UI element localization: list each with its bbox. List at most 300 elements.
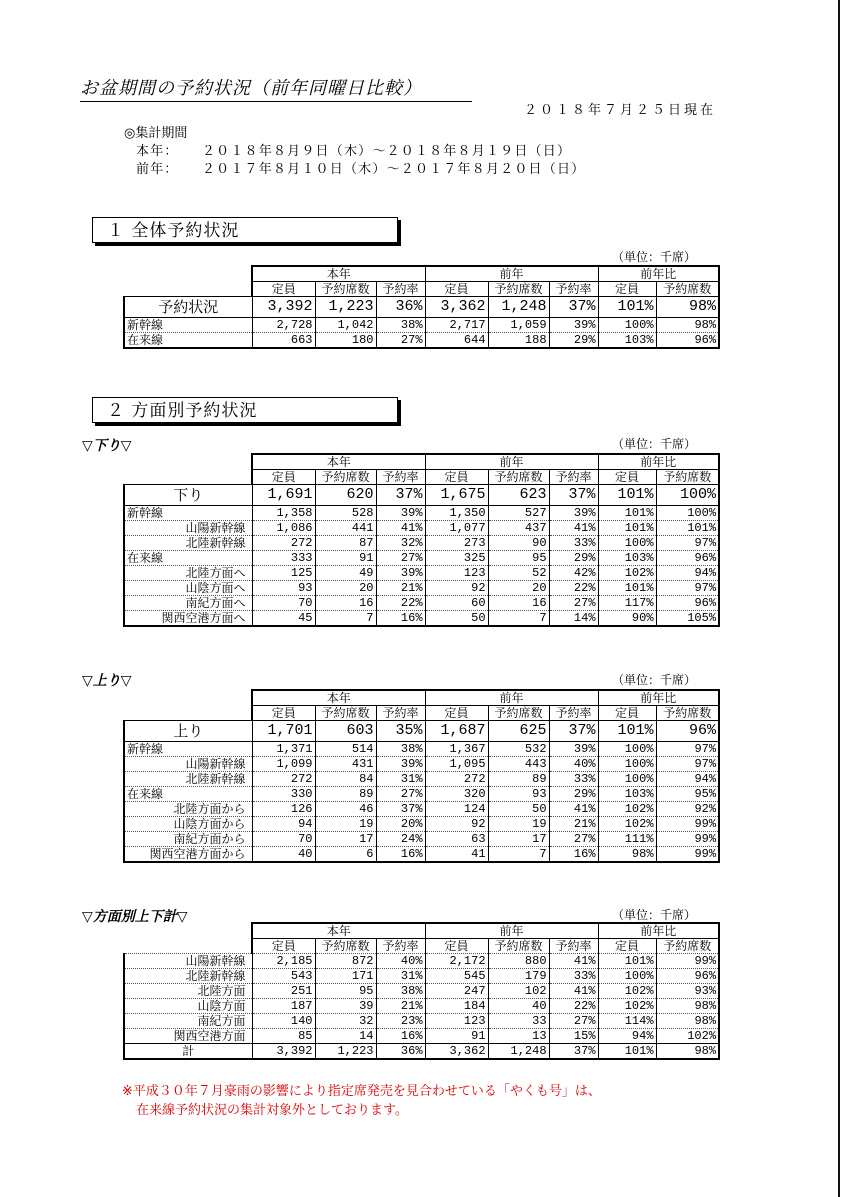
table-group-header <box>124 454 719 470</box>
group-last-year: 前年 <box>425 454 598 470</box>
footnote-line-2: 在来線予約状況の集計対象外としております。 <box>136 1103 408 1118</box>
cell-value: 31% <box>376 772 425 787</box>
cell-value: 1,675 <box>425 485 488 506</box>
cell-value: 90% <box>598 611 656 627</box>
table-row <box>124 485 719 506</box>
cell-value: 40% <box>549 757 598 772</box>
row-label: 在来線 <box>124 787 252 802</box>
cell-value: 20 <box>315 581 376 596</box>
cell-value: 1,099 <box>252 757 315 772</box>
col-reserved: 予約席数 <box>488 282 549 297</box>
cell-value: 171 <box>315 969 376 984</box>
cell-value: 33% <box>549 969 598 984</box>
cell-value: 187 <box>252 999 315 1014</box>
cell-value: 27% <box>376 551 425 566</box>
cell-value: 93% <box>656 984 719 999</box>
cell-value: 21% <box>376 581 425 596</box>
cell-value: 90 <box>488 536 549 551</box>
cell-value: 41% <box>549 984 598 999</box>
table-row <box>124 611 719 627</box>
cell-value: 100% <box>656 485 719 506</box>
row-label: 山陽新幹線 <box>124 954 252 969</box>
cell-value: 103% <box>598 551 656 566</box>
footnote <box>122 1082 601 1120</box>
cell-value: 102% <box>598 984 656 999</box>
cell-value: 42% <box>549 566 598 581</box>
col-rate: 予約率 <box>376 706 425 721</box>
row-label: 南紀方面から <box>124 832 252 847</box>
cell-value: 27% <box>549 832 598 847</box>
table-row <box>124 832 719 847</box>
cell-value: 39% <box>376 566 425 581</box>
cell-value: 70 <box>252 832 315 847</box>
cell-value: 99% <box>656 817 719 832</box>
cell-value: 101% <box>598 954 656 969</box>
cell-value: 40 <box>488 999 549 1014</box>
col-capacity: 定員 <box>425 939 488 954</box>
row-label: 関西空港方面へ <box>124 611 252 627</box>
row-label: 北陸方面へ <box>124 566 252 581</box>
cell-value: 17 <box>488 832 549 847</box>
col-capacity: 定員 <box>598 706 656 721</box>
cell-value: 103% <box>598 787 656 802</box>
cell-value: 31% <box>376 969 425 984</box>
table-row <box>124 721 719 742</box>
cell-value: 94 <box>252 817 315 832</box>
row-label: 山陽新幹線 <box>124 521 252 536</box>
cell-value: 45 <box>252 611 315 627</box>
cell-value: 184 <box>425 999 488 1014</box>
cell-value: 95 <box>315 984 376 999</box>
cell-value: 32% <box>376 536 425 551</box>
col-capacity: 定員 <box>252 282 315 297</box>
cell-value: 100% <box>656 506 719 521</box>
period-this-year-label: 本年： <box>136 144 179 159</box>
up-table <box>123 689 720 863</box>
cell-value: 101% <box>598 581 656 596</box>
col-capacity: 定員 <box>425 706 488 721</box>
col-reserved: 予約席数 <box>315 470 376 485</box>
col-reserved: 予約席数 <box>656 939 719 954</box>
cell-value: 272 <box>425 772 488 787</box>
cell-value: 441 <box>315 521 376 536</box>
cell-value: 101% <box>598 721 656 742</box>
table-row <box>124 506 719 521</box>
cell-value: 41 <box>425 847 488 863</box>
cell-value: 514 <box>315 742 376 757</box>
col-capacity: 定員 <box>425 470 488 485</box>
cell-value: 14 <box>315 1029 376 1044</box>
cell-value: 37% <box>549 297 598 318</box>
cell-value: 330 <box>252 787 315 802</box>
cell-value: 91 <box>425 1029 488 1044</box>
cell-value: 41% <box>549 802 598 817</box>
row-label: 計 <box>124 1044 252 1060</box>
section-overall-heading: １ 全体予約状況 <box>92 217 398 243</box>
cell-value: 140 <box>252 1014 315 1029</box>
col-capacity: 定員 <box>252 470 315 485</box>
cell-value: 41% <box>549 954 598 969</box>
cell-value: 95 <box>488 551 549 566</box>
cell-value: 125 <box>252 566 315 581</box>
cell-value: 1,371 <box>252 742 315 757</box>
cell-value: 19 <box>488 817 549 832</box>
row-label: 上り <box>124 721 252 742</box>
unit-label: （単位：千席） <box>612 437 697 451</box>
cell-value: 663 <box>252 333 315 349</box>
col-capacity: 定員 <box>598 939 656 954</box>
cell-value: 46 <box>315 802 376 817</box>
row-label: 北陸新幹線 <box>124 772 252 787</box>
cell-value: 96% <box>656 596 719 611</box>
cell-value: 27% <box>549 596 598 611</box>
row-label: 山陰方面 <box>124 999 252 1014</box>
row-label: 北陸方面 <box>124 984 252 999</box>
cell-value: 16% <box>376 611 425 627</box>
cell-value: 880 <box>488 954 549 969</box>
table-row <box>124 984 719 999</box>
cell-value: 94% <box>656 566 719 581</box>
cell-value: 102% <box>598 817 656 832</box>
cell-value: 98% <box>598 847 656 863</box>
cell-value: 2,717 <box>425 318 488 333</box>
col-reserved: 予約席数 <box>656 706 719 721</box>
table-column-header <box>124 706 719 721</box>
cell-value: 1,059 <box>488 318 549 333</box>
group-last-year: 前年 <box>425 266 598 282</box>
cell-value: 100% <box>598 318 656 333</box>
col-capacity: 定員 <box>252 706 315 721</box>
group-this-year: 本年 <box>252 923 425 939</box>
page-title: お盆期間の予約状況（前年同曜日比較） <box>80 74 472 102</box>
cell-value: 37% <box>549 1044 598 1060</box>
row-label: 在来線 <box>124 551 252 566</box>
row-label: 山陰方面へ <box>124 581 252 596</box>
cell-value: 16% <box>376 1029 425 1044</box>
cell-value: 15% <box>549 1029 598 1044</box>
table-row <box>124 566 719 581</box>
cell-value: 40 <box>252 847 315 863</box>
row-label: 南紀方面へ <box>124 596 252 611</box>
cell-value: 1,248 <box>488 1044 549 1060</box>
cell-value: 38% <box>376 318 425 333</box>
cell-value: 99% <box>656 847 719 863</box>
cell-value: 49 <box>315 566 376 581</box>
table-row <box>124 999 719 1014</box>
cell-value: 7 <box>488 611 549 627</box>
cell-value: 6 <box>315 847 376 863</box>
cell-value: 3,392 <box>252 1044 315 1060</box>
cell-value: 7 <box>488 847 549 863</box>
cell-value: 98% <box>656 318 719 333</box>
cell-value: 1,350 <box>425 506 488 521</box>
cell-value: 37% <box>549 721 598 742</box>
cell-value: 101% <box>656 521 719 536</box>
col-rate: 予約率 <box>549 939 598 954</box>
table-row <box>124 333 719 349</box>
row-label: 新幹線 <box>124 742 252 757</box>
cell-value: 102% <box>598 802 656 817</box>
cell-value: 63 <box>425 832 488 847</box>
cell-value: 33 <box>488 1014 549 1029</box>
table-row <box>124 581 719 596</box>
cell-value: 1,701 <box>252 721 315 742</box>
row-label: 北陸方面から <box>124 802 252 817</box>
cell-value: 103% <box>598 333 656 349</box>
row-label: 新幹線 <box>124 318 252 333</box>
col-capacity: 定員 <box>598 470 656 485</box>
cell-value: 188 <box>488 333 549 349</box>
col-capacity: 定員 <box>252 939 315 954</box>
col-reserved: 予約席数 <box>488 939 549 954</box>
cell-value: 96% <box>656 551 719 566</box>
table-row <box>124 772 719 787</box>
cell-value: 27% <box>376 787 425 802</box>
cell-value: 84 <box>315 772 376 787</box>
cell-value: 16% <box>376 847 425 863</box>
cell-value: 431 <box>315 757 376 772</box>
cell-value: 95% <box>656 787 719 802</box>
table-column-header <box>124 470 719 485</box>
cell-value: 39% <box>376 506 425 521</box>
row-label: 下り <box>124 485 252 506</box>
table-row <box>124 318 719 333</box>
cell-value: 1,223 <box>315 297 376 318</box>
cell-value: 39% <box>549 318 598 333</box>
cell-value: 100% <box>598 969 656 984</box>
row-label: 新幹線 <box>124 506 252 521</box>
cell-value: 2,185 <box>252 954 315 969</box>
cell-value: 443 <box>488 757 549 772</box>
row-label: 北陸新幹線 <box>124 536 252 551</box>
cell-value: 247 <box>425 984 488 999</box>
cell-value: 1,687 <box>425 721 488 742</box>
cell-value: 101% <box>598 521 656 536</box>
cell-value: 97% <box>656 742 719 757</box>
cell-value: 99% <box>656 954 719 969</box>
cell-value: 123 <box>425 566 488 581</box>
overall-table <box>123 265 720 349</box>
cell-value: 1,358 <box>252 506 315 521</box>
cell-value: 41% <box>376 521 425 536</box>
cell-value: 92% <box>656 802 719 817</box>
cell-value: 532 <box>488 742 549 757</box>
table-group-header <box>124 690 719 706</box>
cell-value: 39% <box>549 506 598 521</box>
cell-value: 93 <box>488 787 549 802</box>
cell-value: 17 <box>315 832 376 847</box>
col-reserved: 予約席数 <box>315 706 376 721</box>
cell-value: 20 <box>488 581 549 596</box>
cell-value: 101% <box>598 485 656 506</box>
table-row <box>124 297 719 318</box>
cell-value: 41% <box>549 521 598 536</box>
cell-value: 99% <box>656 832 719 847</box>
col-reserved: 予約席数 <box>315 282 376 297</box>
cell-value: 94% <box>656 772 719 787</box>
row-label: 北陸新幹線 <box>124 969 252 984</box>
col-rate: 予約率 <box>549 706 598 721</box>
group-this-year: 本年 <box>252 454 425 470</box>
cell-value: 50 <box>488 802 549 817</box>
col-rate: 予約率 <box>376 282 425 297</box>
cell-value: 325 <box>425 551 488 566</box>
cell-value: 124 <box>425 802 488 817</box>
row-label: 山陰方面から <box>124 817 252 832</box>
cell-value: 101% <box>598 1044 656 1060</box>
table-row <box>124 757 719 772</box>
cell-value: 1,077 <box>425 521 488 536</box>
cell-value: 37% <box>376 485 425 506</box>
section-direction-heading: ２ 方面別予約状況 <box>92 397 398 423</box>
group-ratio: 前年比 <box>598 266 719 282</box>
cell-value: 117% <box>598 596 656 611</box>
cell-value: 22% <box>549 581 598 596</box>
cell-value: 100% <box>598 772 656 787</box>
page-edge-line <box>838 0 840 1197</box>
cell-value: 16 <box>315 596 376 611</box>
cell-value: 60 <box>425 596 488 611</box>
cell-value: 126 <box>252 802 315 817</box>
cell-value: 1,042 <box>315 318 376 333</box>
cell-value: 14% <box>549 611 598 627</box>
cell-value: 179 <box>488 969 549 984</box>
cell-value: 96% <box>656 333 719 349</box>
cell-value: 251 <box>252 984 315 999</box>
cell-value: 29% <box>549 787 598 802</box>
cell-value: 111% <box>598 832 656 847</box>
cell-value: 872 <box>315 954 376 969</box>
cell-value: 92 <box>425 817 488 832</box>
cell-value: 623 <box>488 485 549 506</box>
group-last-year: 前年 <box>425 923 598 939</box>
col-reserved: 予約席数 <box>315 939 376 954</box>
cell-value: 39% <box>549 742 598 757</box>
cell-value: 320 <box>425 787 488 802</box>
cell-value: 102% <box>598 999 656 1014</box>
period-this-year-value: ２０１８年８月９日（木）～２０１８年８月１９日（日） <box>201 144 572 159</box>
cell-value: 13 <box>488 1029 549 1044</box>
col-reserved: 予約席数 <box>488 470 549 485</box>
col-reserved: 予約席数 <box>656 282 719 297</box>
table-row <box>124 1014 719 1029</box>
table-row <box>124 596 719 611</box>
row-label: 山陽新幹線 <box>124 757 252 772</box>
cell-value: 23% <box>376 1014 425 1029</box>
cell-value: 545 <box>425 969 488 984</box>
cell-value: 40% <box>376 954 425 969</box>
up-heading: ▽上り▽ <box>82 673 132 689</box>
cell-value: 50 <box>425 611 488 627</box>
cell-value: 32 <box>315 1014 376 1029</box>
cell-value: 2,728 <box>252 318 315 333</box>
row-label: 在来線 <box>124 333 252 349</box>
table-row <box>124 536 719 551</box>
cell-value: 3,362 <box>425 1044 488 1060</box>
group-ratio: 前年比 <box>598 454 719 470</box>
table-row <box>124 847 719 863</box>
direction-total-heading: ▽方面別上下計▽ <box>82 909 188 925</box>
cell-value: 96% <box>656 969 719 984</box>
cell-value: 437 <box>488 521 549 536</box>
table-row <box>124 742 719 757</box>
cell-value: 97% <box>656 757 719 772</box>
period-last-year-label: 前年： <box>136 162 179 177</box>
cell-value: 543 <box>252 969 315 984</box>
cell-value: 102 <box>488 984 549 999</box>
cell-value: 528 <box>315 506 376 521</box>
cell-value: 93 <box>252 581 315 596</box>
cell-value: 603 <box>315 721 376 742</box>
col-reserved: 予約席数 <box>656 470 719 485</box>
cell-value: 101% <box>598 506 656 521</box>
cell-value: 98% <box>656 1044 719 1060</box>
cell-value: 96% <box>656 721 719 742</box>
group-this-year: 本年 <box>252 690 425 706</box>
cell-value: 35% <box>376 721 425 742</box>
cell-value: 33% <box>549 772 598 787</box>
as-of-date: ２０１８年７月２５日現在 <box>523 103 716 118</box>
table-row <box>124 802 719 817</box>
footnote-line-1: ※平成３０年７月豪雨の影響により指定席発売を見合わせている「やくも号」は、 <box>122 1084 601 1099</box>
cell-value: 21% <box>376 999 425 1014</box>
cell-value: 91 <box>315 551 376 566</box>
unit-label: （単位：千席） <box>612 250 697 264</box>
cell-value: 100% <box>598 742 656 757</box>
row-label: 関西空港方面 <box>124 1029 252 1044</box>
cell-value: 85 <box>252 1029 315 1044</box>
cell-value: 52 <box>488 566 549 581</box>
col-reserved: 予約席数 <box>488 706 549 721</box>
cell-value: 644 <box>425 333 488 349</box>
cell-value: 333 <box>252 551 315 566</box>
col-rate: 予約率 <box>549 470 598 485</box>
cell-value: 92 <box>425 581 488 596</box>
cell-value: 102% <box>598 566 656 581</box>
direction-total-table <box>123 922 720 1060</box>
cell-value: 70 <box>252 596 315 611</box>
table-group-header <box>124 266 719 282</box>
table-row <box>124 817 719 832</box>
cell-value: 272 <box>252 772 315 787</box>
cell-value: 272 <box>252 536 315 551</box>
cell-value: 123 <box>425 1014 488 1029</box>
cell-value: 89 <box>488 772 549 787</box>
period-this-year <box>136 140 571 159</box>
cell-value: 1,223 <box>315 1044 376 1060</box>
unit-label: （単位：千席） <box>612 908 697 922</box>
unit-label: （単位：千席） <box>612 673 697 687</box>
cell-value: 36% <box>376 297 425 318</box>
cell-value: 98% <box>656 297 719 318</box>
col-capacity: 定員 <box>425 282 488 297</box>
table-column-header <box>124 282 719 297</box>
down-table <box>123 453 720 627</box>
cell-value: 97% <box>656 581 719 596</box>
period-last-year-value: ２０１７年８月１０日（木）～２０１７年８月２０日（日） <box>201 162 586 177</box>
cell-value: 94% <box>598 1029 656 1044</box>
cell-value: 100% <box>598 536 656 551</box>
cell-value: 100% <box>598 757 656 772</box>
col-rate: 予約率 <box>376 470 425 485</box>
cell-value: 29% <box>549 551 598 566</box>
cell-value: 21% <box>549 817 598 832</box>
cell-value: 98% <box>656 1014 719 1029</box>
cell-value: 39% <box>376 757 425 772</box>
cell-value: 27% <box>549 1014 598 1029</box>
row-label: 関西空港方面から <box>124 847 252 863</box>
cell-value: 1,095 <box>425 757 488 772</box>
